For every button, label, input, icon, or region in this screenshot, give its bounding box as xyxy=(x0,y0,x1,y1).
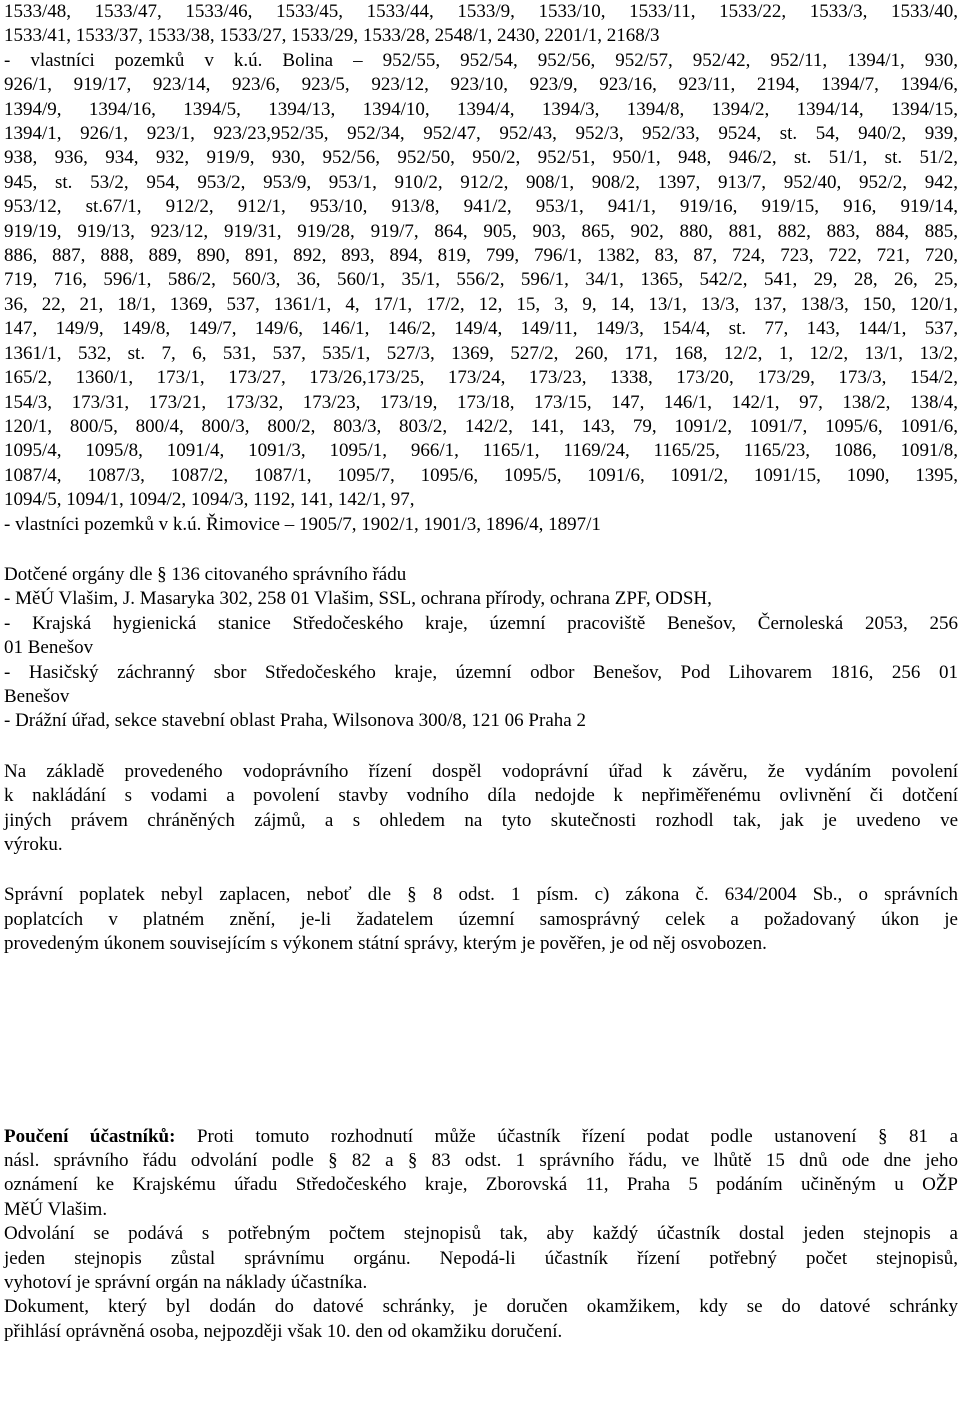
spacer xyxy=(4,1041,958,1125)
text-line: Správní poplatek nebyl zaplacen, neboť dle § 8 odst. 1 písm. c) zákona č. 634/2004 Sb., o správních xyxy=(4,884,958,906)
text-line: provedeným úkonem souvisejícím s výkonem státní správy, kterým je pověřen, je od něj osvobozen. xyxy=(4,933,767,955)
text-line: vyhotoví je správní orgán na náklady účastníka. xyxy=(4,1272,368,1294)
instructions-first-line: Proti tomuto rozhodnutí může účastník řízení podat podle ustanovení § 81 a xyxy=(196,1125,958,1147)
text-line: násl. správního řádu odvolání podle § 82 a § 83 odst. 1 správního řádu, ve lhůtě 15 dnů ode dne jeho xyxy=(4,1150,958,1172)
text-line: 1394/9, 1394/16, 1394/5, 1394/13, 1394/10, 1394/4, 1394/3, 1394/8, 1394/2, 1394/14, 1394/15, xyxy=(4,98,958,120)
text-line: 147, 149/9, 149/8, 149/7, 149/6, 146/1, 146/2, 149/4, 149/11, 149/3, 154/4, st. 77, 143, 144/1, 537, xyxy=(4,318,958,340)
text-line: - Krajská hygienická stanice Středočeského kraje, územní pracoviště Benešov, Černoleská 2053, 256 xyxy=(4,612,958,634)
text-line: Benešov xyxy=(4,685,70,707)
text-line: 919/19, 919/13, 923/12, 919/31, 919/28, 919/7, 864, 905, 903, 865, 902, 880, 881, 882, 883, 884, 885, xyxy=(4,220,958,242)
text-line: 886, 887, 888, 889, 890, 891, 892, 893, 894, 819, 799, 796/1, 1382, 83, 87, 724, 723, 722, 721, 720, xyxy=(4,245,958,267)
text-line: jiných právem chráněných zájmů, a s ohledem na tyto skutečnosti rozhodl tak, jak je uvedeno ve xyxy=(4,809,958,831)
text-line: Dokument, který byl dodán do datové schránky, je doručen okamžikem, kdy se do datové schránky xyxy=(4,1296,958,1318)
text-line: 953/12, st.67/1, 912/2, 912/1, 953/10, 913/8, 941/2, 953/1, 941/1, 919/16, 919/15, 916, 919/14, xyxy=(4,196,958,218)
text-line: 120/1, 800/5, 800/4, 800/3, 800/2, 803/3, 803/2, 142/2, 141, 143, 79, 1091/2, 1091/7, 1095/6, 1091/6, xyxy=(4,415,958,437)
text-line xyxy=(4,1125,958,1149)
text-line: 945, st. 53/2, 954, 953/2, 953/9, 953/1, 910/2, 912/2, 908/1, 908/2, 1397, 913/7, 952/40, 952/2, 942, xyxy=(4,171,958,193)
parcels-list xyxy=(4,0,958,537)
spacer xyxy=(4,857,958,883)
text-line: 719, 716, 596/1, 586/2, 560/3, 36, 560/1, 35/1, 556/2, 596/1, 34/1, 1365, 542/2, 541, 29, 28, 26, 25, xyxy=(4,269,958,291)
text-line: - MěÚ Vlašim, J. Masaryka 302, 258 01 Vlašim, SSL, ochrana přírody, ochrana ZPF, ODSH, xyxy=(4,588,712,610)
appeal-instructions xyxy=(4,1125,958,1345)
text-line: MěÚ Vlašim. xyxy=(4,1198,108,1220)
text-line: k nakládání s vodami a povolení stavby vodního díla nedojde k nepřiměřenému ovlivnění či dotčení xyxy=(4,785,958,807)
text-line: 926/1, 919/17, 923/14, 923/6, 923/5, 923/12, 923/10, 923/9, 923/16, 923/11, 2194, 1394/7, 1394/6, xyxy=(4,74,958,96)
fee-paragraph xyxy=(4,883,958,956)
text-line: výroku. xyxy=(4,834,63,855)
spacer xyxy=(4,734,958,760)
decision-paragraph xyxy=(4,760,958,858)
text-line: - Hasičský záchranný sbor Středočeského kraje, územní odbor Benešov, Pod Lihovarem 1816, 256 01 xyxy=(4,661,958,683)
text-line: přihlásí oprávněná osoba, nejpozději však 10. den od okamžiku doručení. xyxy=(4,1320,563,1342)
text-line: 1087/4, 1087/3, 1087/2, 1087/1, 1095/7, 1095/6, 1095/5, 1091/6, 1091/2, 1091/15, 1090, 1395, xyxy=(4,464,958,486)
text-line: 1394/1, 926/1, 923/1, 923/23,952/35, 952/34, 952/47, 952/43, 952/3, 952/33, 9524, st. 54, 940/2, 939, xyxy=(4,123,958,145)
spacer xyxy=(4,957,958,1041)
text-line: 36, 22, 21, 18/1, 1369, 537, 1361/1, 4, 17/1, 17/2, 12, 15, 3, 9, 14, 13/1, 13/3, 137, 138/3, 150, 120/1, xyxy=(4,293,958,315)
text-line: 1094/5, 1094/1, 1094/2, 1094/3, 1192, 141, 142/1, 97, xyxy=(4,489,415,511)
text-line: 1361/1, 532, st. 7, 6, 531, 537, 535/1, 527/3, 1369, 527/2, 260, 171, 168, 12/2, 1, 12/2, 13/1, 13/2, xyxy=(4,342,958,364)
text-line: 154/3, 173/31, 173/21, 173/32, 173/23, 173/19, 173/18, 173/15, 147, 146/1, 142/1, 97, 138/2, 138/4, xyxy=(4,391,958,413)
text-line: 1095/4, 1095/8, 1091/4, 1091/3, 1095/1, 966/1, 1165/1, 1169/24, 1165/25, 1165/23, 1086, 1091/8, xyxy=(4,440,958,462)
text-line: - Drážní úřad, sekce stavební oblast Praha, Wilsonova 300/8, 121 06 Praha 2 xyxy=(4,710,586,732)
document-page xyxy=(4,0,958,1344)
instructions-heading: Poučení účastníků: xyxy=(4,1125,176,1147)
text-line: 165/2, 1360/1, 173/1, 173/27, 173/26,173/25, 173/24, 173/23, 1338, 173/20, 173/29, 173/3, 154/2, xyxy=(4,367,958,389)
text-line: 01 Benešov xyxy=(4,637,94,659)
text-line: 1533/48, 1533/47, 1533/46, 1533/45, 1533/44, 1533/9, 1533/10, 1533/11, 1533/22, 1533/3, 1533/40, xyxy=(4,1,958,22)
affected-authorities xyxy=(4,563,958,734)
text-line: jeden stejnopis zůstal správnímu orgánu. Nepodá-li účastník řízení potřebný počet stejnopisů, xyxy=(4,1247,958,1269)
text-line: Odvolání se podává s potřebným počtem stejnopisů tak, aby každý účastník dostal jeden stejnopis a xyxy=(4,1223,958,1245)
text-line: oznámení ke Krajskému úřadu Středočeského kraje, Zborovská 11, Praha 5 podáním učiněným u OŽP xyxy=(4,1174,958,1196)
text-line: 1533/41, 1533/37, 1533/38, 1533/27, 1533/29, 1533/28, 2548/1, 2430, 2201/1, 2168/3 xyxy=(4,25,660,47)
text-line: poplatcích v platném znění, je-li žadatelem územní samosprávný celek a požadovaný úkon je xyxy=(4,908,958,930)
text-line: 938, 936, 934, 932, 919/9, 930, 952/56, 952/50, 950/2, 952/51, 950/1, 948, 946/2, st. 51/1, st. 51/2, xyxy=(4,147,958,169)
section-heading: Dotčené orgány dle § 136 citovaného správního řádu xyxy=(4,563,407,585)
spacer xyxy=(4,537,958,563)
text-line: - vlastníci pozemků v k.ú. Bolina – 952/55, 952/54, 952/56, 952/57, 952/42, 952/11, 1394/1, 930, xyxy=(4,49,958,71)
text-line: - vlastníci pozemků v k.ú. Řimovice – 1905/7, 1902/1, 1901/3, 1896/4, 1897/1 xyxy=(4,513,601,535)
text-line: Na základě provedeného vodoprávního řízení dospěl vodoprávní úřad k závěru, že vydáním povolení xyxy=(4,760,958,782)
